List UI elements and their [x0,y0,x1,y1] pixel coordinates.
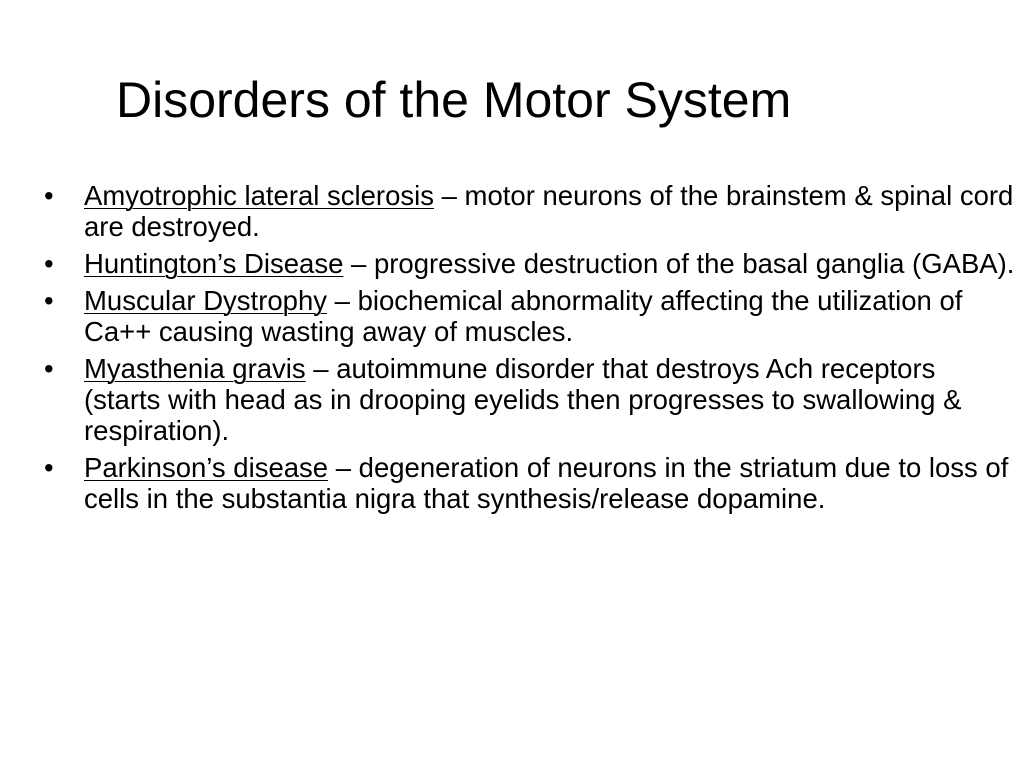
bullet-icon: • [44,353,54,384]
bullet-icon: • [44,452,54,483]
bullet-item-huntingtons [44,248,1019,279]
disorder-description: – progressive destruction of the basal ganglia (GABA). [343,248,1015,279]
bullet-list [44,180,1019,520]
disorder-description: – degeneration of neurons in the striatum due to loss of cells in the substantia nigra that synthesis/release dopamine. [84,452,1009,514]
bullet-item-als [44,180,1019,242]
disorder-term: Myasthenia gravis [84,353,306,384]
disorder-term: Huntington’s Disease [84,248,344,279]
slide-title: Disorders of the Motor System [116,72,792,128]
disorder-term: Amyotrophic lateral sclerosis [84,180,434,211]
disorder-term: Parkinson’s disease [84,452,329,483]
disorder-description: – autoimmune disorder that destroys Ach receptors (starts with head as in drooping eyelids then progresses to swallowing & respiration). [84,353,962,446]
bullet-item-parkinsons [44,452,1019,514]
disorder-term: Muscular Dystrophy [84,285,327,316]
bullet-icon: • [44,248,54,279]
bullet-icon: • [44,285,54,316]
bullet-icon: • [44,180,54,211]
disorder-description: – biochemical abnormality affecting the utilization of Ca++ causing wasting away of muscles. [84,285,963,347]
bullet-item-muscular-dystrophy [44,285,1019,347]
disorder-description: – motor neurons of the brainstem & spinal cord are destroyed. [84,180,1014,242]
bullet-item-myasthenia-gravis [44,353,1019,446]
